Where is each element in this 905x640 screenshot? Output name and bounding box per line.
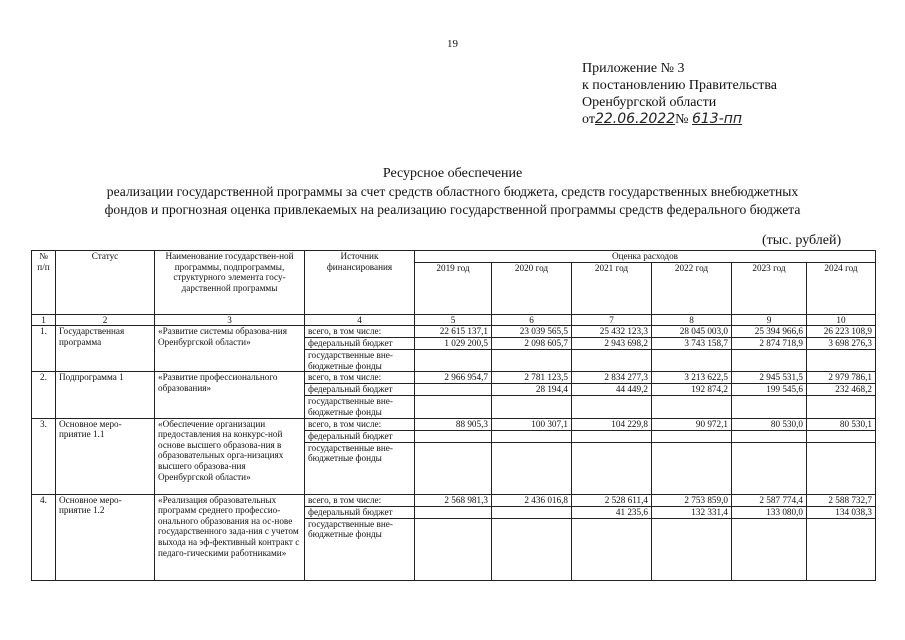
cell-no: 3. — [32, 418, 56, 494]
column-number: 3 — [155, 314, 305, 326]
title-line-3: фондов и прогнозная оценка привлекаемых на реализацию государственной программы средств федерального бюджета — [104, 202, 801, 217]
column-number: 2 — [56, 314, 155, 326]
page-number: 19 — [447, 38, 458, 50]
handwritten-number: 613-пп — [691, 111, 743, 127]
cell-value — [492, 442, 572, 494]
table-row — [32, 326, 876, 338]
cell-value: 3 698 276,3 — [807, 338, 876, 350]
number-label: № — [675, 112, 689, 127]
header-row-1 — [32, 251, 876, 263]
column-number: 7 — [572, 314, 652, 326]
cell-source: всего, в том числе: — [305, 326, 415, 338]
cell-value — [415, 350, 492, 372]
cell-value — [415, 442, 492, 494]
cell-value: 28 194,4 — [492, 384, 572, 396]
cell-value — [572, 518, 652, 580]
cell-value — [807, 396, 876, 418]
cell-value — [492, 506, 572, 518]
date-prefix: от — [582, 112, 595, 127]
cell-value: 2 966 954,7 — [415, 372, 492, 384]
col-header-name: Наименование государствен-ной программы, подпрограммы, структурного элемента госу-дарственной программы — [155, 251, 305, 315]
appendix-line-3: Оренбургской области — [582, 95, 717, 110]
cell-value: 3 213 622,5 — [652, 372, 732, 384]
column-number: 6 — [492, 314, 572, 326]
cell-name: «Развитие системы образова-ния Оренбургской области» — [155, 326, 305, 372]
cell-value — [807, 430, 876, 442]
cell-value: 2 979 786,1 — [807, 372, 876, 384]
cell-source: государственные вне-бюджетные фонды — [305, 396, 415, 418]
cell-value: 133 080,0 — [732, 506, 807, 518]
cell-status: Государственная программа — [56, 326, 155, 372]
cell-value: 44 449,2 — [572, 384, 652, 396]
cell-value — [415, 506, 492, 518]
budget-table — [31, 250, 876, 581]
cell-source: государственные вне-бюджетные фонды — [305, 442, 415, 494]
cell-value: 232 468,2 — [807, 384, 876, 396]
cell-value: 2 945 531,5 — [732, 372, 807, 384]
cell-value: 132 331,4 — [652, 506, 732, 518]
cell-no: 1. — [32, 326, 56, 372]
cell-source: всего, в том числе: — [305, 372, 415, 384]
cell-value: 28 045 003,0 — [652, 326, 732, 338]
cell-value: 2 587 774,4 — [732, 494, 807, 506]
cell-source: всего, в том числе: — [305, 494, 415, 506]
column-number-row — [32, 314, 876, 326]
column-number: 8 — [652, 314, 732, 326]
cell-value: 192 874,2 — [652, 384, 732, 396]
cell-value — [732, 442, 807, 494]
column-number: 10 — [807, 314, 876, 326]
budget-table-body — [32, 326, 876, 580]
table-row — [32, 372, 876, 384]
cell-value: 134 038,3 — [807, 506, 876, 518]
cell-value — [807, 442, 876, 494]
cell-value — [732, 396, 807, 418]
col-header-status: Статус — [56, 251, 155, 315]
cell-value: 25 432 123,3 — [572, 326, 652, 338]
cell-value: 25 394 966,6 — [732, 326, 807, 338]
cell-value — [572, 396, 652, 418]
cell-value: 2 098 605,7 — [492, 338, 572, 350]
cell-status: Основное меро-приятие 1.1 — [56, 418, 155, 494]
cell-value: 2 528 611,4 — [572, 494, 652, 506]
cell-no: 4. — [32, 494, 56, 580]
cell-value — [415, 518, 492, 580]
cell-value — [572, 442, 652, 494]
cell-value — [415, 396, 492, 418]
cell-source: федеральный бюджет — [305, 338, 415, 350]
cell-source: всего, в том числе: — [305, 418, 415, 430]
cell-value — [732, 518, 807, 580]
cell-value: 2 436 016,8 — [492, 494, 572, 506]
table-row — [32, 418, 876, 430]
cell-status: Подпрограмма 1 — [56, 372, 155, 418]
units-label: (тыс. рублей) — [762, 233, 842, 248]
cell-value: 41 235,6 — [572, 506, 652, 518]
year-header: 2022 год — [652, 262, 732, 314]
col-header-estimate: Оценка расходов — [415, 251, 876, 263]
cell-value — [492, 350, 572, 372]
cell-value — [807, 350, 876, 372]
appendix-line-2: к постановлению Правительства — [582, 78, 778, 93]
column-number: 4 — [305, 314, 415, 326]
table-row — [32, 494, 876, 506]
cell-value — [492, 396, 572, 418]
cell-source: федеральный бюджет — [305, 430, 415, 442]
cell-value: 3 743 158,7 — [652, 338, 732, 350]
appendix-date-line — [582, 111, 777, 128]
handwritten-date: 22.06.2022 — [594, 111, 676, 127]
document-title — [0, 165, 905, 219]
cell-value: 26 223 108,9 — [807, 326, 876, 338]
cell-value: 88 905,3 — [415, 418, 492, 430]
cell-name: «Обеспечение организации предоставления на конкурс-ной основе высшего образова-ния в образовательных орга-низациях высшего образова-ния Оренбургской области» — [155, 418, 305, 494]
col-header-source: Источник финансирования — [305, 251, 415, 315]
cell-source: государственные вне-бюджетные фонды — [305, 518, 415, 580]
cell-value: 104 229,8 — [572, 418, 652, 430]
cell-status: Основное меро-приятие 1.2 — [56, 494, 155, 580]
cell-value — [415, 430, 492, 442]
year-header: 2024 год — [807, 262, 876, 314]
title-line-2: реализации государственной программы за счет средств областного бюджета, средств государственных внебюджетных — [106, 184, 799, 199]
cell-value: 2 753 859,0 — [652, 494, 732, 506]
cell-source: федеральный бюджет — [305, 384, 415, 396]
cell-source: федеральный бюджет — [305, 506, 415, 518]
cell-value: 2 943 698,2 — [572, 338, 652, 350]
cell-value — [492, 518, 572, 580]
cell-value — [807, 518, 876, 580]
cell-name: «Реализация образовательных программ среднего профессио-онального образования на ос-нове государственного зада-ния с учетом выхода на эф-фективный контракт с педаго-гическими работниками» — [155, 494, 305, 580]
title-line-1: Ресурсное обеспечение — [382, 166, 523, 181]
year-header: 2023 год — [732, 262, 807, 314]
cell-value — [572, 430, 652, 442]
cell-source: государственные вне-бюджетные фонды — [305, 350, 415, 372]
cell-value: 90 972,1 — [652, 418, 732, 430]
col-header-no: № п/п — [32, 251, 56, 315]
cell-value — [652, 442, 732, 494]
cell-value: 2 568 981,3 — [415, 494, 492, 506]
cell-value: 22 615 137,1 — [415, 326, 492, 338]
cell-value: 1 029 200,5 — [415, 338, 492, 350]
appendix-line-1: Приложение № 3 — [582, 61, 685, 76]
column-number: 5 — [415, 314, 492, 326]
cell-value — [652, 350, 732, 372]
cell-value: 100 307,1 — [492, 418, 572, 430]
column-number: 1 — [32, 314, 56, 326]
cell-value — [732, 350, 807, 372]
cell-value — [492, 430, 572, 442]
year-header: 2020 год — [492, 262, 572, 314]
year-header: 2021 год — [572, 262, 652, 314]
cell-no: 2. — [32, 372, 56, 418]
cell-value: 199 545,6 — [732, 384, 807, 396]
cell-value — [415, 384, 492, 396]
cell-value — [652, 430, 732, 442]
cell-value: 23 039 565,5 — [492, 326, 572, 338]
cell-value: 2 834 277,3 — [572, 372, 652, 384]
cell-value — [652, 518, 732, 580]
cell-value: 2 588 732,7 — [807, 494, 876, 506]
year-header: 2019 год — [415, 262, 492, 314]
cell-value: 2 874 718,9 — [732, 338, 807, 350]
column-number: 9 — [732, 314, 807, 326]
appendix-block — [582, 60, 777, 128]
cell-value: 2 781 123,5 — [492, 372, 572, 384]
cell-value — [732, 430, 807, 442]
cell-value: 80 530,1 — [807, 418, 876, 430]
cell-value: 80 530,0 — [732, 418, 807, 430]
cell-name: «Развитие профессионального образования» — [155, 372, 305, 418]
cell-value — [572, 350, 652, 372]
cell-value — [652, 396, 732, 418]
